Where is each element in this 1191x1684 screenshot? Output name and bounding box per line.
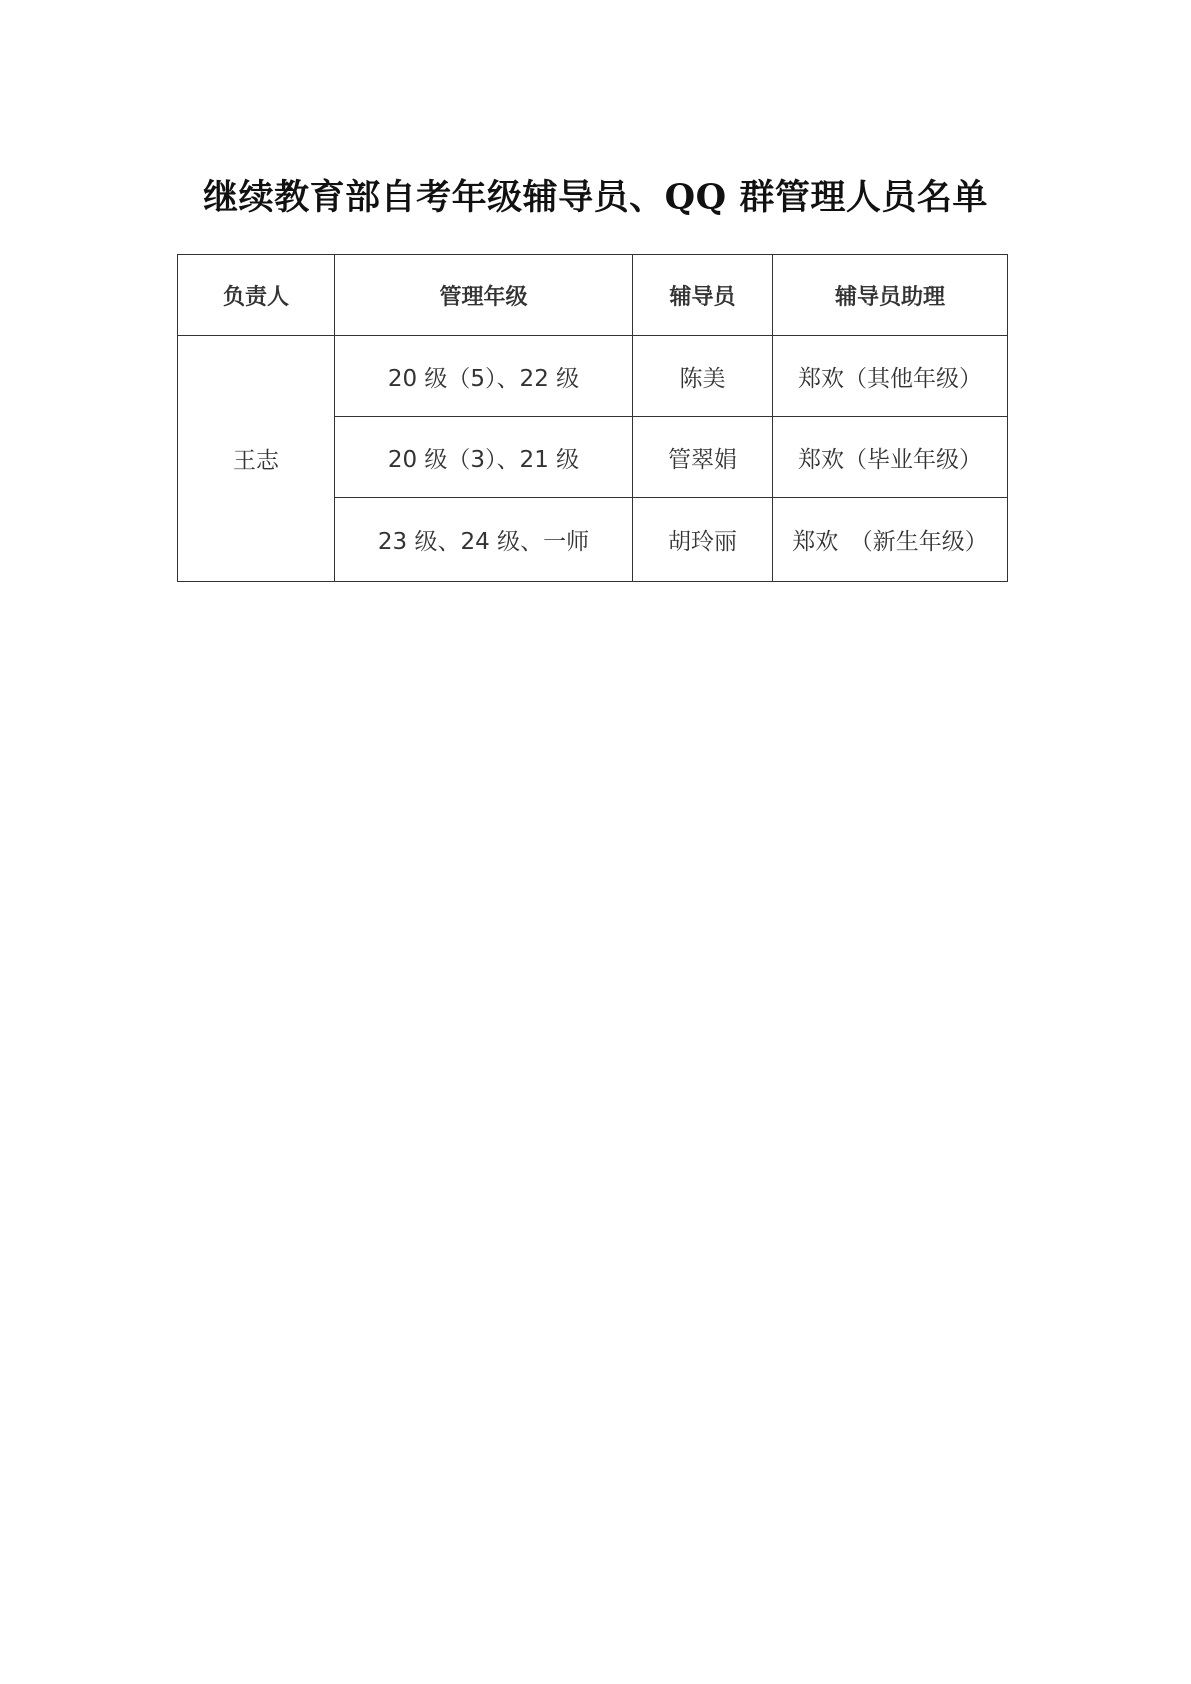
roster-table <box>177 254 1008 582</box>
counselor-cell: 胡玲丽 <box>633 498 773 582</box>
assistant-cell: 郑欢（其他年级） <box>773 336 1008 417</box>
table-row <box>178 336 1008 417</box>
table-header-row <box>178 255 1008 336</box>
lead-cell: 王志 <box>178 336 335 582</box>
counselor-cell: 管翠娟 <box>633 417 773 498</box>
counselor-cell: 陈美 <box>633 336 773 417</box>
grades-cell: 23 级、24 级、一师 <box>335 498 633 582</box>
header-counselor: 辅导员 <box>633 255 773 336</box>
header-grades: 管理年级 <box>335 255 633 336</box>
assistant-cell: 郑欢（毕业年级） <box>773 417 1008 498</box>
assistant-cell: 郑欢 （新生年级） <box>773 498 1008 582</box>
grades-cell: 20 级（5）、22 级 <box>335 336 633 417</box>
grades-cell: 20 级（3）、21 级 <box>335 417 633 498</box>
header-assistant: 辅导员助理 <box>773 255 1008 336</box>
page-title: 继续教育部自考年级辅导员、QQ 群管理人员名单 <box>203 177 988 219</box>
header-lead: 负责人 <box>178 255 335 336</box>
